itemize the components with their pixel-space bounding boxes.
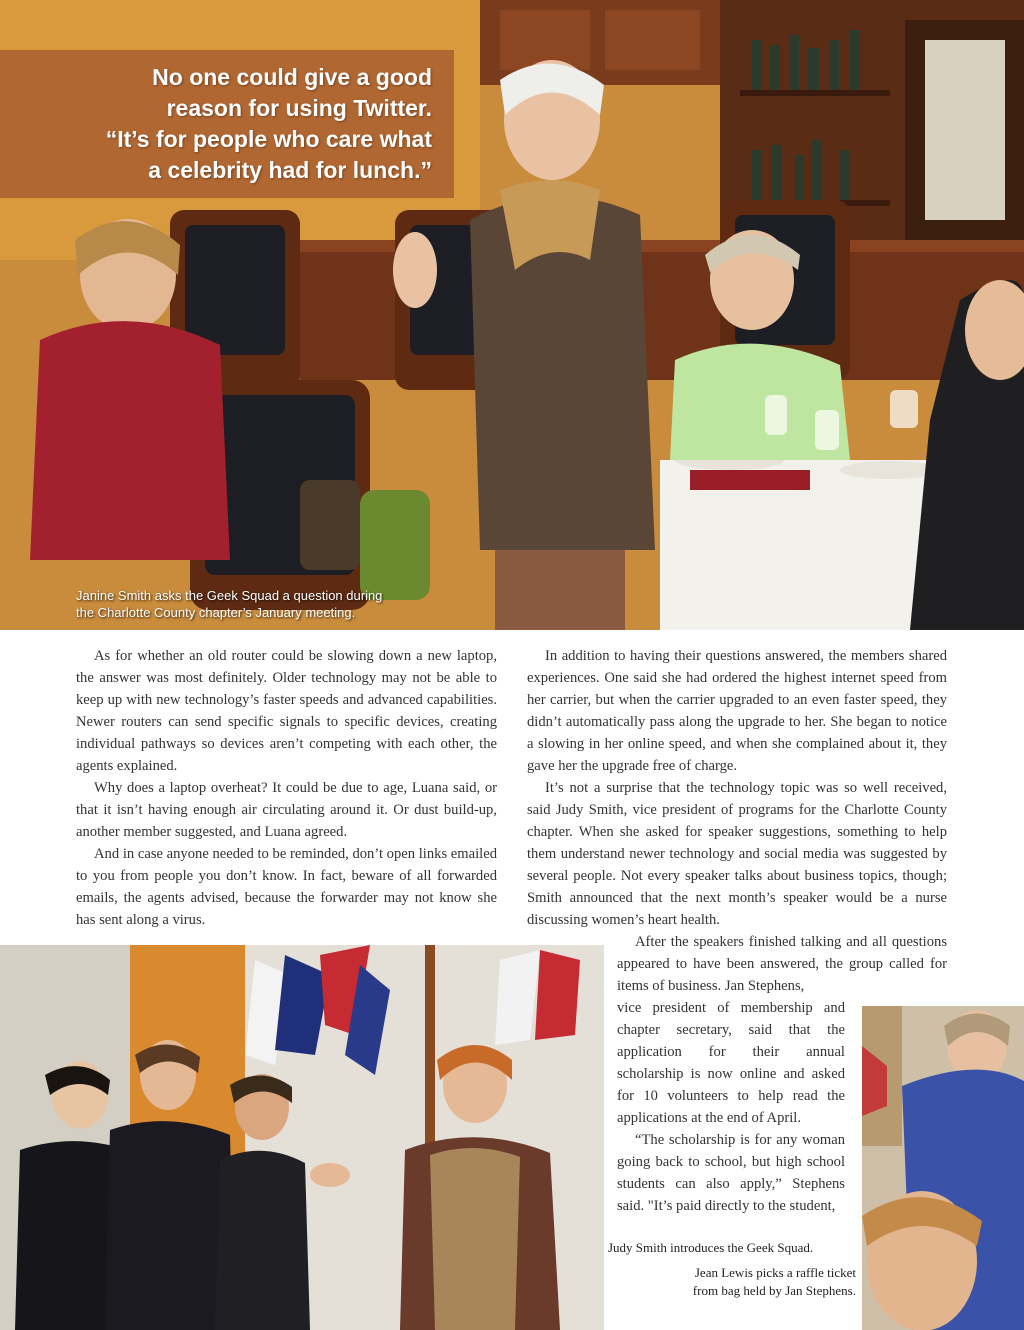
bottom-left-photo: [0, 945, 604, 1330]
raffle-illustration: [862, 1006, 1024, 1330]
caption-line: Jean Lewis picks a raffle ticket: [694, 1265, 856, 1280]
pull-quote-line: reason for using Twitter.: [166, 95, 432, 121]
caption-line: Janine Smith asks the Geek Squad a question during: [76, 588, 383, 603]
pull-quote-line: “It’s for people who care what: [105, 126, 432, 152]
caption-line: the Charlotte County chapter’s January meeting.: [76, 605, 356, 620]
article-paragraph: “The scholarship is for any woman going back to school, but high school students can also apply,” Stephens said. "It’s paid directly to the student,: [617, 1132, 845, 1214]
article-paragraph: It’s not a surprise that the technology topic was so well received, said Judy Smith, vice president of programs for the Charlotte County chapter. When she asked for speaker suggestions, something to help them understand newer technology and social media was suggested by several people. Not every speaker talks about business topics, though; Smith announced that the next month’s speaker would be a nurse discussing women’s heart health.: [527, 780, 947, 928]
article-right-column: [527, 645, 947, 931]
article-paragraph: Why does a laptop overheat? It could be due to age, Luana said, or that it isn’t having enough air circulating around it. Or dust build-up, another member suggested, and Luana agreed.: [76, 780, 497, 840]
bottom-right-photo: [862, 1006, 1024, 1330]
article-paragraph: vice president of membership and chapter secretary, said that the application for their annual scholarship is now online and asked for 10 volunteers to help read the applications at the end of April.: [617, 1000, 845, 1126]
pull-quote-line: No one could give a good: [152, 64, 432, 90]
article-wrap-narrow: [617, 997, 845, 1217]
article-left-column: [76, 645, 497, 931]
pull-quote: [0, 50, 454, 198]
article-paragraph: After the speakers finished talking and all questions appeared to have been answered, the group called for items of business. Jan Stephens,: [617, 934, 947, 994]
top-photo-caption: [76, 587, 382, 621]
pull-quote-line: a celebrity had for lunch.”: [148, 157, 432, 183]
bottom-left-photo-caption: Judy Smith introduces the Geek Squad.: [608, 1240, 814, 1255]
article-paragraph: And in case anyone needed to be reminded, don’t open links emailed to you from people you don’t know. In fact, beware of all forwarded emails, the agents advised, because the forwarder may not know she has sent along a virus.: [76, 846, 497, 928]
article-wrap-lead: [617, 931, 947, 997]
article-paragraph: In addition to having their questions answered, the members shared experiences. One said she had ordered the highest internet speed from her carrier, but when the carrier upgraded to an even faster speed, they didn’t automatically pass along the upgrade to her. She began to notice a slowing in her online speed, and when she complained about it, they gave her the upgrade free of charge.: [527, 648, 947, 774]
bottom-right-photo-caption: [660, 1264, 856, 1300]
geek-squad-group-illustration: [0, 945, 604, 1330]
article-paragraph: As for whether an old router could be slowing down a new laptop, the answer was most definitely. Older technology may not be able to keep up with new technology’s faster speeds and advanced capabilities. Newer routers can send specific signals to specific devices, creating individual pathways so devices aren’t competing with each other, the agents explained.: [76, 648, 497, 774]
top-photo: [0, 0, 1024, 630]
caption-line: from bag held by Jan Stephens.: [692, 1283, 856, 1298]
